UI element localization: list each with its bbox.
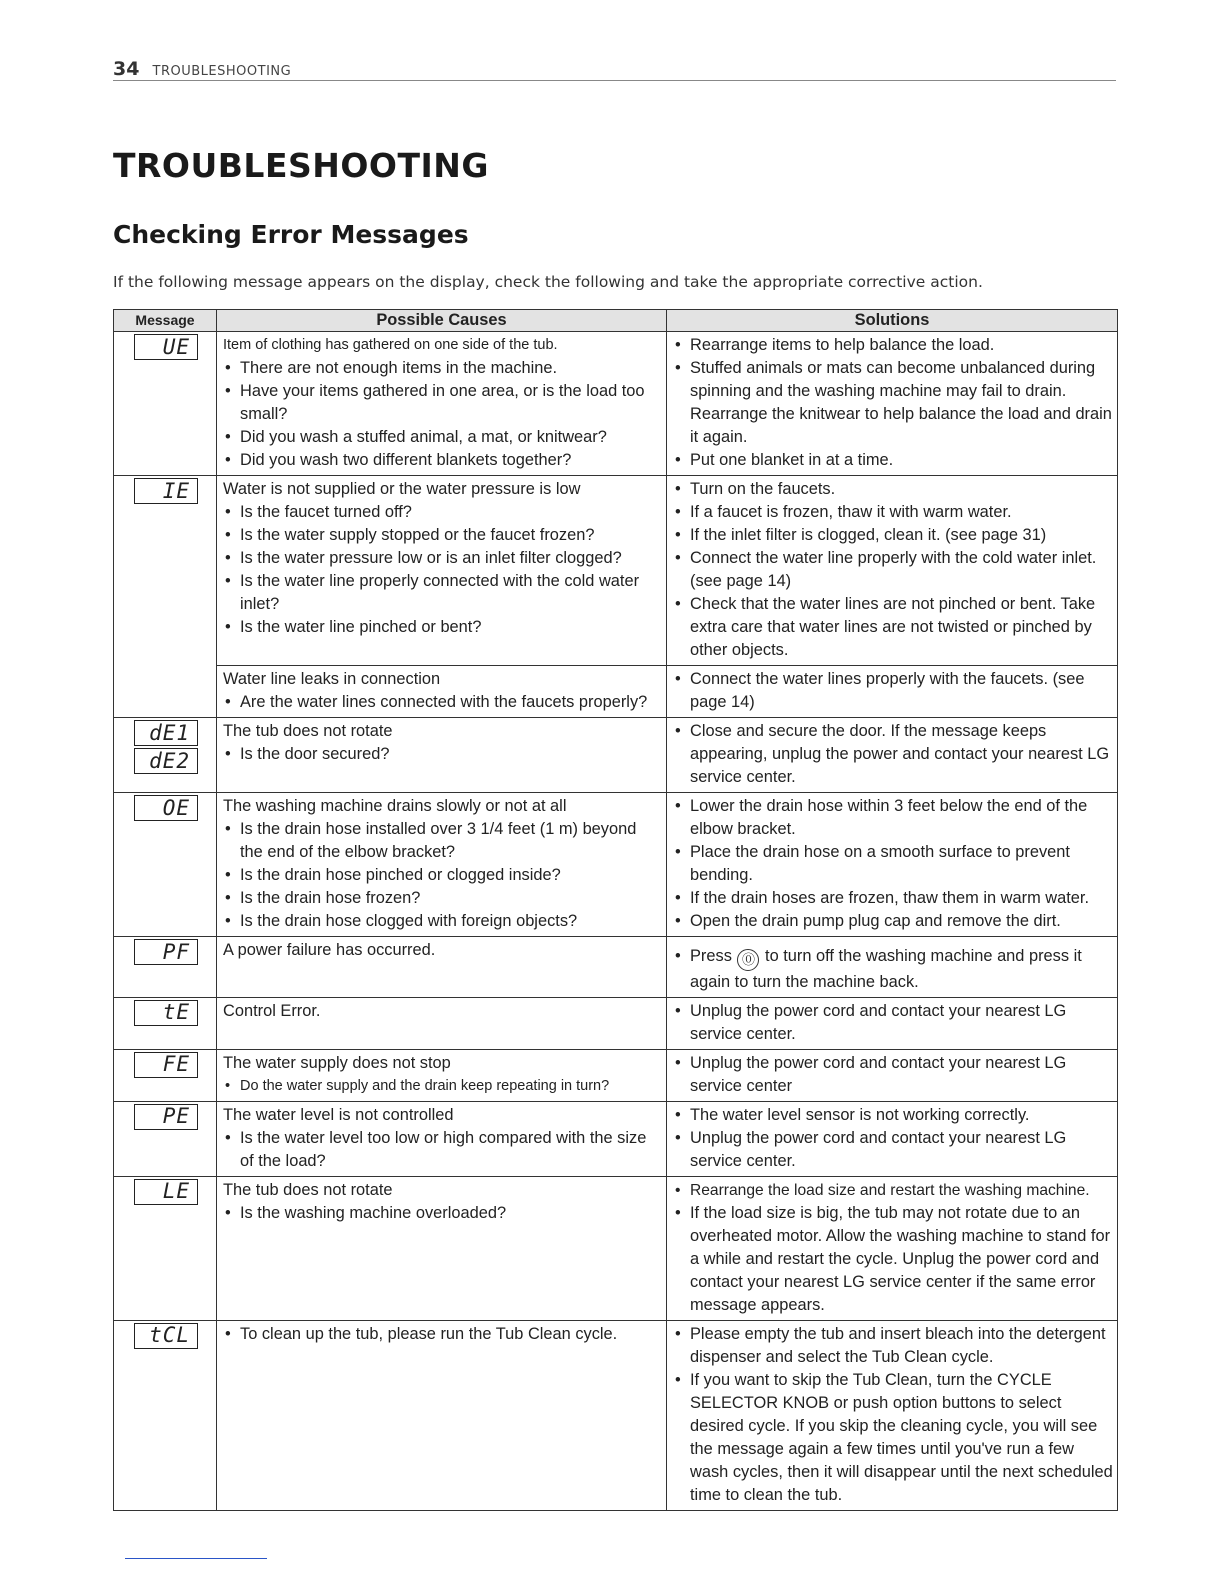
header-message: Message bbox=[114, 310, 217, 332]
solution-text-after: to turn off the washing machine and press it again to turn the machine back. bbox=[690, 947, 1082, 991]
error-code-display: FE bbox=[134, 1052, 198, 1078]
error-code-display: dE2 bbox=[134, 748, 198, 774]
cause-item: • Have your items gathered in one area, or is the load too small? bbox=[223, 380, 662, 426]
solutions-cell bbox=[667, 937, 1118, 998]
cause-item: • To clean up the tub, please run the Tub Clean cycle. bbox=[223, 1323, 662, 1346]
cause-item: • There are not enough items in the machine. bbox=[223, 357, 662, 380]
solution-item: • Rearrange items to help balance the load. bbox=[673, 334, 1113, 357]
message-cell bbox=[114, 718, 217, 793]
message-cell bbox=[114, 1101, 217, 1176]
table-header-row bbox=[114, 310, 1118, 332]
solution-item: • Please empty the tub and insert bleach into the detergent dispenser and select the Tub Clean cycle. bbox=[673, 1323, 1113, 1369]
cause-item: • Is the water supply stopped or the faucet frozen? bbox=[223, 524, 662, 547]
solution-item: • Unplug the power cord and contact your nearest LG service center bbox=[673, 1052, 1113, 1098]
header-solutions: Solutions bbox=[667, 310, 1118, 332]
cause-item: • Is the water line pinched or bent? bbox=[223, 616, 662, 639]
page-title: TROUBLESHOOTING bbox=[113, 146, 489, 185]
table-row bbox=[114, 332, 1118, 476]
cause-item: • Is the drain hose frozen? bbox=[223, 887, 662, 910]
cause-lead: The tub does not rotate bbox=[223, 722, 393, 740]
cause-item: • Is the faucet turned off? bbox=[223, 501, 662, 524]
solution-item: • Place the drain hose on a smooth surface to prevent bending. bbox=[673, 841, 1113, 887]
cause-item: • Is the water line properly connected with the cold water inlet? bbox=[223, 570, 662, 616]
solution-item: • Close and secure the door. If the message keeps appearing, unplug the power and contact your nearest LG service center. bbox=[673, 720, 1113, 789]
error-code-display: UE bbox=[134, 334, 198, 360]
section-name: TROUBLESHOOTING bbox=[152, 64, 292, 79]
cause-item: • Is the drain hose installed over 3 1/4 feet (1 m) beyond the end of the elbow bracket? bbox=[223, 818, 662, 864]
cause-item: • Did you wash two different blankets together? bbox=[223, 449, 662, 472]
causes-cell bbox=[217, 1176, 667, 1320]
causes-cell bbox=[217, 997, 667, 1049]
causes-cell bbox=[217, 1049, 667, 1101]
page-number: 34 bbox=[113, 58, 140, 80]
table-row bbox=[114, 937, 1118, 998]
solution-item: • Check that the water lines are not pinched or bent. Take extra care that water lines are not twisted or pinched by other objects. bbox=[673, 593, 1113, 662]
cause-item: • Is the drain hose pinched or clogged inside? bbox=[223, 864, 662, 887]
solution-item: • Rearrange the load size and restart the washing machine. bbox=[673, 1179, 1113, 1202]
message-cell bbox=[114, 1320, 217, 1510]
message-cell bbox=[114, 476, 217, 718]
message-cell bbox=[114, 937, 217, 998]
solutions-cell bbox=[667, 666, 1118, 718]
solutions-cell bbox=[667, 793, 1118, 937]
cause-item: • Do the water supply and the drain keep repeating in turn? bbox=[223, 1075, 662, 1098]
solutions-cell bbox=[667, 1049, 1118, 1101]
causes-cell bbox=[217, 718, 667, 793]
causes-cell bbox=[217, 793, 667, 937]
solutions-cell bbox=[667, 997, 1118, 1049]
solutions-cell bbox=[667, 332, 1118, 476]
error-messages-table bbox=[113, 309, 1118, 1511]
causes-cell bbox=[217, 937, 667, 998]
section-subtitle: Checking Error Messages bbox=[113, 220, 469, 249]
solution-item bbox=[673, 945, 1113, 994]
solution-item: • If a faucet is frozen, thaw it with warm water. bbox=[673, 501, 1113, 524]
solution-item: • If the load size is big, the tub may not rotate due to an overheated motor. Allow the washing machine to stand for a while and restart the cycle. Unplug the power cord and contact your nearest LG service center if the same error message appears. bbox=[673, 1202, 1113, 1317]
cause-lead: Water line leaks in connection bbox=[223, 670, 441, 688]
cause-item: • Is the door secured? bbox=[223, 743, 662, 766]
cause-item: • Is the drain hose clogged with foreign objects? bbox=[223, 910, 662, 933]
cause-lead: Item of clothing has gathered on one side of the tub. bbox=[223, 337, 558, 353]
solution-item: • Unplug the power cord and contact your nearest LG service center. bbox=[673, 1127, 1113, 1173]
cause-lead: Control Error. bbox=[223, 1001, 321, 1020]
solution-item: • Stuffed animals or mats can become unbalanced during spinning and the washing machine may fail to drain. Rearrange the knitwear to help balance the load and drain it again. bbox=[673, 357, 1113, 449]
solution-item: • Put one blanket in at a time. bbox=[673, 449, 1113, 472]
footer-divider bbox=[125, 1558, 267, 1559]
solutions-cell bbox=[667, 1101, 1118, 1176]
solutions-cell bbox=[667, 476, 1118, 666]
message-cell bbox=[114, 1049, 217, 1101]
message-cell bbox=[114, 1176, 217, 1320]
power-button-icon: ⓪ bbox=[737, 949, 759, 971]
solutions-cell bbox=[667, 718, 1118, 793]
solution-item: • Connect the water line properly with the cold water inlet. (see page 14) bbox=[673, 547, 1113, 593]
cause-lead: The tub does not rotate bbox=[223, 1180, 393, 1199]
solution-item: • Turn on the faucets. bbox=[673, 478, 1113, 501]
table-row bbox=[114, 1320, 1118, 1510]
solution-item: • Open the drain pump plug cap and remove the dirt. bbox=[673, 910, 1113, 933]
error-code-display: PF bbox=[134, 939, 198, 965]
error-code-display: PE bbox=[134, 1104, 198, 1130]
message-cell bbox=[114, 793, 217, 937]
intro-text: If the following message appears on the display, check the following and take the appropriate corrective action. bbox=[113, 273, 983, 291]
error-code-display: dE1 bbox=[134, 720, 198, 746]
table-row bbox=[114, 1176, 1118, 1320]
cause-lead: The water level is not controlled bbox=[223, 1105, 454, 1124]
causes-cell bbox=[217, 666, 667, 718]
solutions-cell bbox=[667, 1176, 1118, 1320]
cause-item: • Is the water pressure low or is an inlet filter clogged? bbox=[223, 547, 662, 570]
table-row bbox=[114, 1101, 1118, 1176]
error-code-display: LE bbox=[134, 1179, 198, 1205]
cause-item: • Are the water lines connected with the faucets properly? bbox=[223, 691, 662, 714]
table-row bbox=[114, 718, 1118, 793]
solution-item: • Lower the drain hose within 3 feet below the end of the elbow bracket. bbox=[673, 795, 1113, 841]
table-row bbox=[114, 793, 1118, 937]
cause-item: • Is the water level too low or high compared with the size of the load? bbox=[223, 1127, 662, 1173]
solution-item: • Unplug the power cord and contact your nearest LG service center. bbox=[673, 1000, 1113, 1046]
solutions-cell bbox=[667, 1320, 1118, 1510]
cause-lead: A power failure has occurred. bbox=[223, 941, 436, 959]
solution-item: • The water level sensor is not working correctly. bbox=[673, 1104, 1113, 1127]
cause-lead: Water is not supplied or the water pressure is low bbox=[223, 480, 581, 498]
solution-item: • If the drain hoses are frozen, thaw them in warm water. bbox=[673, 887, 1113, 910]
causes-cell bbox=[217, 332, 667, 476]
error-code-display: OE bbox=[134, 795, 198, 821]
error-code-display: tCL bbox=[134, 1323, 198, 1349]
solution-text-before: Press bbox=[690, 947, 732, 965]
table-row bbox=[114, 476, 1118, 666]
cause-item: • Is the washing machine overloaded? bbox=[223, 1202, 662, 1225]
message-cell bbox=[114, 332, 217, 476]
page-header bbox=[113, 58, 1116, 81]
solution-item: • Connect the water lines properly with the faucets. (see page 14) bbox=[673, 668, 1113, 714]
causes-cell bbox=[217, 1101, 667, 1176]
table-row bbox=[114, 997, 1118, 1049]
table-row bbox=[114, 1049, 1118, 1101]
cause-lead: The washing machine drains slowly or not at all bbox=[223, 797, 567, 815]
message-cell bbox=[114, 997, 217, 1049]
error-code-display: IE bbox=[134, 478, 198, 504]
error-code-display: tE bbox=[134, 1000, 198, 1026]
causes-cell bbox=[217, 1320, 667, 1510]
solution-item: • If you want to skip the Tub Clean, turn the CYCLE SELECTOR KNOB or push option buttons to select desired cycle. If you skip the cleaning cycle, you will see the message again a few times until you've run a few wash cycles, then it will disappear until the next scheduled time to clean the tub. bbox=[673, 1369, 1113, 1507]
header-causes: Possible Causes bbox=[217, 310, 667, 332]
solution-item: • If the inlet filter is clogged, clean it. (see page 31) bbox=[673, 524, 1113, 547]
causes-cell bbox=[217, 476, 667, 666]
cause-lead: The water supply does not stop bbox=[223, 1053, 451, 1072]
cause-item: • Did you wash a stuffed animal, a mat, or knitwear? bbox=[223, 426, 662, 449]
table-row bbox=[114, 666, 1118, 718]
